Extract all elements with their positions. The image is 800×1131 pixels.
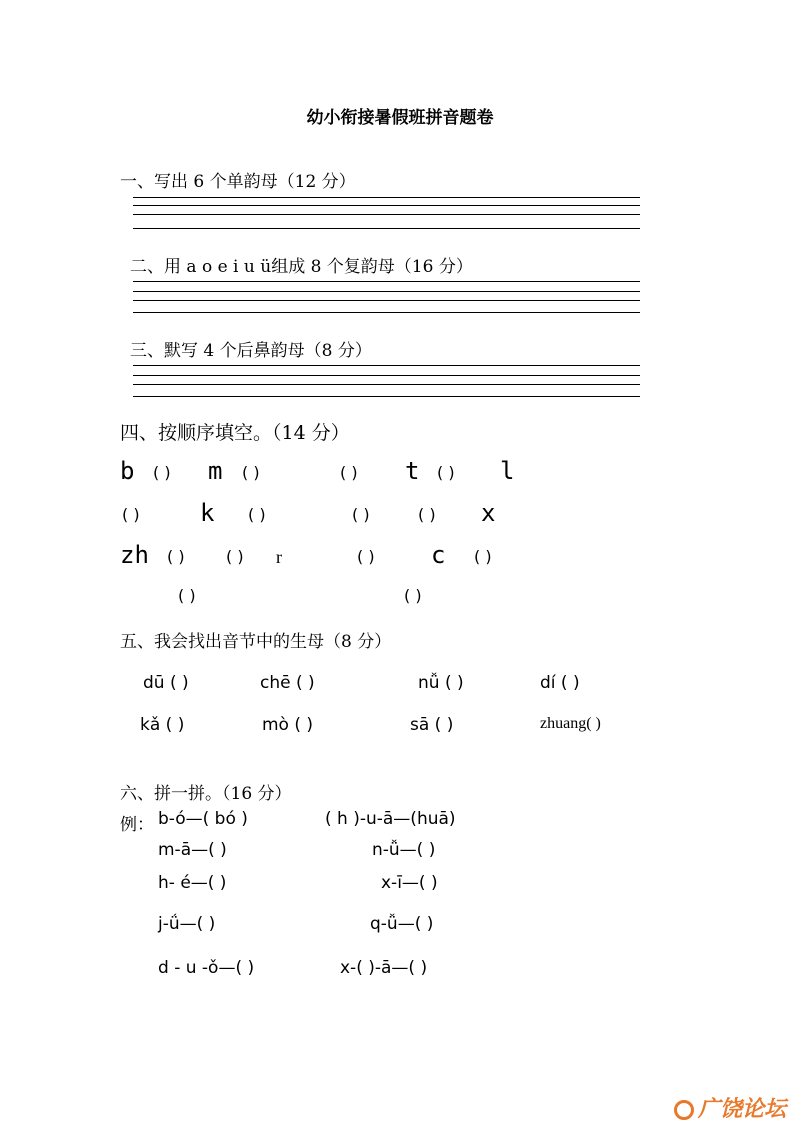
syllable-item[interactable]: kǎ ( ) [140,715,185,735]
watermark-logo [674,1092,786,1123]
writing-line [133,291,640,292]
order-letter: t [405,457,420,485]
example-item: b-ó—( bó ) [158,809,248,829]
writing-line [133,205,640,206]
syllable-item[interactable]: sā ( ) [410,715,454,735]
order-blank[interactable]: ( ) [242,463,260,482]
order-blank[interactable]: ( ) [167,547,185,566]
order-letter: c [431,541,446,569]
spelling-item[interactable]: n-ǚ—( ) [372,840,436,860]
order-blank[interactable]: ( ) [340,463,358,482]
writing-line [133,300,640,301]
logo-circle-icon [674,1100,694,1120]
spelling-item[interactable]: m-ā—( ) [158,840,227,860]
spelling-item[interactable]: d - u -ǒ—( ) [158,958,255,978]
spelling-item[interactable]: j-ǘ—( ) [158,914,216,934]
writing-line [133,228,640,229]
order-blank[interactable]: ( ) [418,505,436,524]
writing-line [133,384,640,385]
order-letter: r [276,547,282,567]
section-2-heading: 二、用 a o e i u ü组成 8 个复韵母（16 分） [130,257,473,277]
syllable-item[interactable]: nǚ ( ) [418,673,464,693]
writing-line [133,214,640,215]
order-letter: m [208,457,223,485]
spelling-item[interactable]: h- é—( ) [158,873,227,893]
section-4-heading: 四、按顺序填空。（14 分） [120,422,350,444]
order-blank[interactable]: ( ) [437,463,455,482]
section-1-heading: 一、写出 6 个单韵母（12 分） [120,172,356,192]
order-letter: l [500,457,515,485]
example-item: ( h )-u-ā—(huā) [325,809,456,829]
order-blank[interactable]: ( ) [122,505,140,524]
writing-line [133,375,640,376]
order-blank[interactable]: ( ) [226,547,244,566]
spelling-item[interactable]: x-( )-ā—( ) [340,958,428,978]
order-letter: zh [120,541,149,569]
writing-line [133,281,640,282]
order-blank[interactable]: ( ) [474,547,492,566]
order-blank[interactable]: ( ) [248,505,266,524]
order-letter: b [120,457,135,485]
writing-line [133,197,640,198]
writing-line [133,396,640,397]
syllable-item[interactable]: chē ( ) [260,673,315,693]
order-letter: k [200,499,215,527]
order-blank[interactable]: ( ) [404,586,422,605]
page-title: 幼小衔接暑假班拼音题卷 [306,108,494,128]
order-letter: x [481,499,496,527]
writing-line [133,365,640,366]
section-5-heading: 五、我会找出音节中的生母（8 分） [120,632,392,652]
writing-line [133,312,640,313]
section-6-heading: 六、拼一拼。（16 分） [120,784,292,804]
order-blank[interactable]: ( ) [178,586,196,605]
syllable-item[interactable]: mò ( ) [262,715,314,735]
order-blank[interactable]: ( ) [153,463,171,482]
spelling-item[interactable]: x-ī—( ) [381,873,438,893]
section-3-heading: 三、默写 4 个后鼻韵母（8 分） [130,341,372,361]
order-blank[interactable]: ( ) [352,505,370,524]
syllable-item[interactable]: dí ( ) [540,673,580,693]
syllable-item[interactable]: zhuang( ) [540,715,601,732]
order-blank[interactable]: ( ) [357,547,375,566]
example-label: 例： [120,815,154,835]
watermark-text: 广饶论坛 [697,1097,786,1122]
syllable-item[interactable]: dū ( ) [143,673,189,693]
spelling-item[interactable]: q-ǚ—( ) [370,914,434,934]
